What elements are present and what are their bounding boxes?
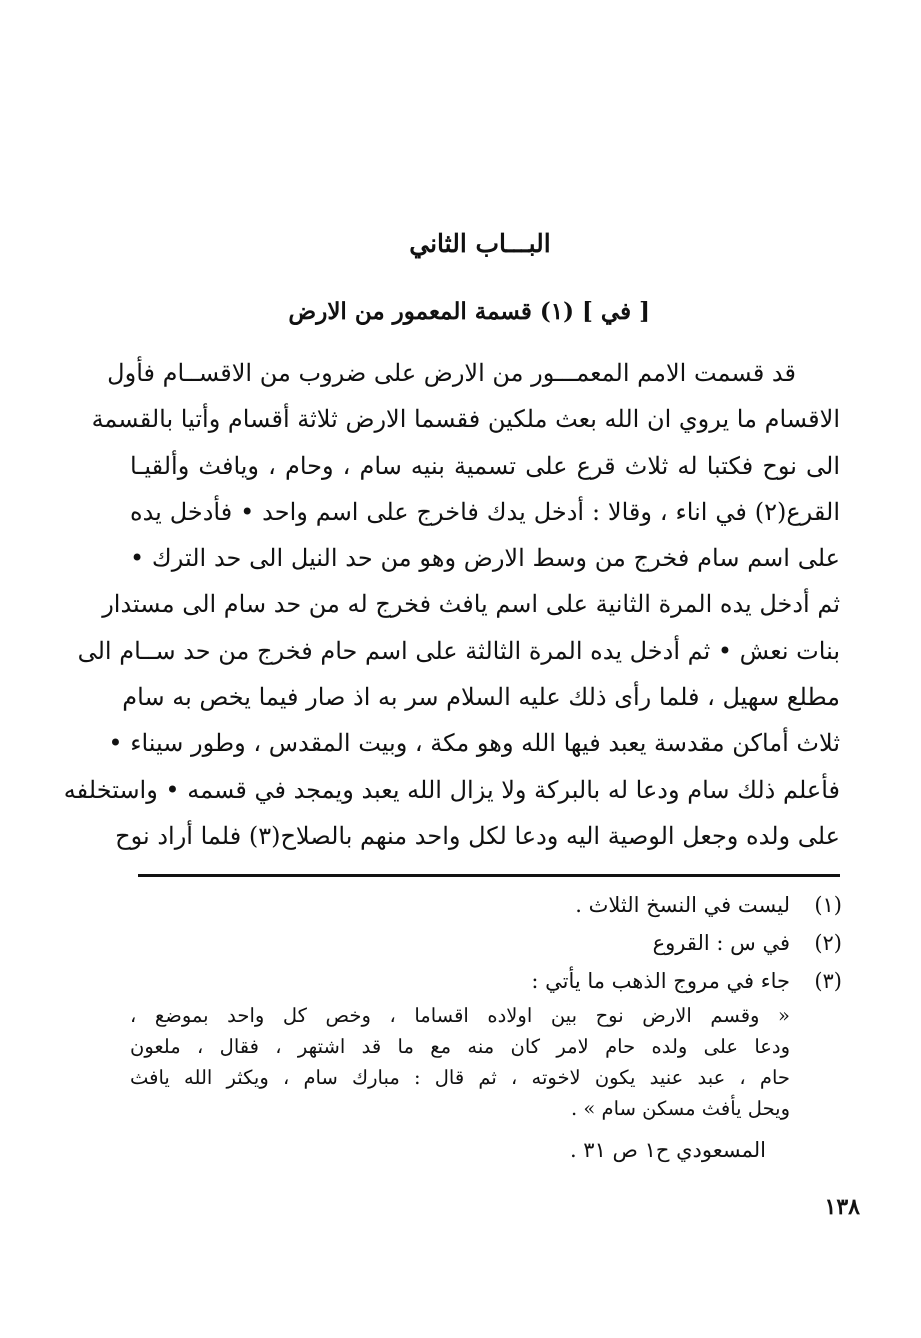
footnote (130, 924, 842, 962)
footnote (130, 962, 842, 1000)
footnote (130, 886, 842, 924)
text-line: قد قسمت الامم المعمـــور من الارض على ضروب من الاقســام فأول (107, 359, 796, 387)
text-line: ثلاث أماكن مقدسة يعبد فيها الله وهو مكة ، وبيت المقدس ، وطور سيناء • (108, 729, 840, 758)
quote-line: « وقسم الارض نوح بين اولاده اقساما ، وخص كل واحد بموضع ، (130, 1004, 790, 1027)
text-line: على اسم سام فخرج من وسط الارض وهو من حد النيل الى حد الترك • (130, 544, 840, 573)
text-line: ثم أدخل يده المرة الثانية على اسم يافث فخرج له من حد سام الى مستدار (102, 590, 840, 619)
chapter-title: البـــاب الثاني (409, 229, 551, 258)
quote-line: ودعا على ولده حام لامر كان منه مع ما قد اشتهر ، فقال ، ملعون (130, 1035, 790, 1058)
page-number: ١٣٨ (824, 1194, 860, 1220)
footnotes (130, 886, 842, 1170)
main-text (63, 350, 840, 859)
text-line: القرع(٢) في اناء ، وقالا : أدخل يدك فاخرج على اسم واحد • فأدخل يده (130, 497, 840, 526)
text-line: بنات نعش • ثم أدخل يده المرة الثالثة على اسم حام فخرج من حد ســام الى (77, 636, 840, 665)
quote-line: ويحل يأفث مسكن سام » . (571, 1097, 790, 1120)
footnote-number: (٢) (814, 931, 842, 955)
text-line: على ولده وجعل الوصية اليه ودعا لكل واحد منهم بالصلاح(٣) فلما أراد نوح (115, 821, 840, 850)
section-title: [ في ] (١) قسمة المعمور من الارض (288, 298, 650, 325)
footnote-text: ليست في النسخ الثلاث . (575, 893, 790, 917)
text-line: فأعلم ذلك سام ودعا له بالبركة ولا يزال الله يعبد ويمجد في قسمه • واستخلفه (63, 775, 840, 804)
quote-source: المسعودي ح١ ص ٣١ . (569, 1138, 766, 1162)
footnote-number: (٣) (814, 969, 842, 993)
footnote-quote (130, 1000, 790, 1124)
text-line: الاقسام ما يروي ان الله بعث ملكين فقسما الارض ثلاثة أقسام وأتيا بالقسمة (91, 405, 840, 434)
footnote-text: جاء في مروج الذهب ما يأتي : (531, 969, 790, 993)
text-line: مطلع سهيل ، فلما رأى ذلك عليه السلام سر به اذ صار فيما يخص به سام (122, 683, 840, 712)
footnote-number: (١) (814, 893, 842, 917)
quote-line: حام ، عبد عنيد يكون لاخوته ، ثم قال : مبارك سام ، ويكثر الله يافث (130, 1066, 790, 1089)
footnote-divider (138, 874, 840, 877)
footnote-text: في س : القروع (652, 931, 790, 955)
text-line: الى نوح فكتبا له ثلاث قرع على تسمية بنيه سام ، وحام ، ويافث وألقيـا (130, 451, 840, 480)
